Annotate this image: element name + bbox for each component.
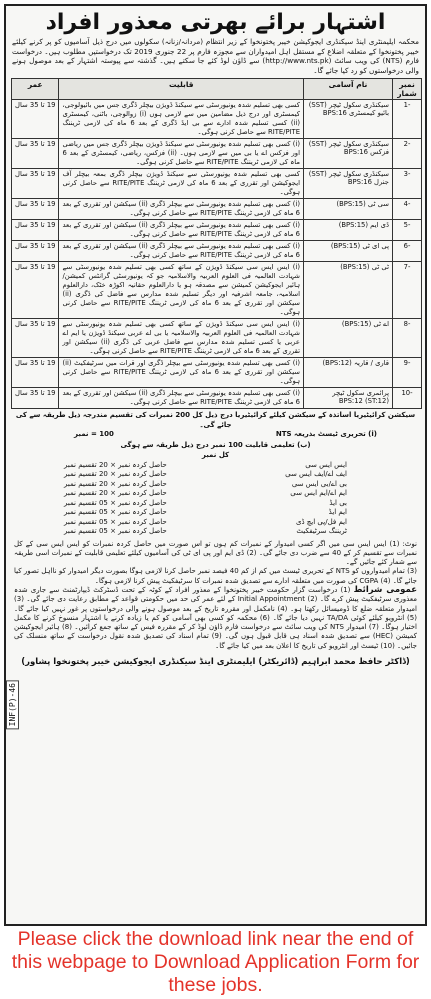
list-item: حاصل کردہ نمبر × 20 تقسیم نمبر [64, 489, 167, 497]
list-item: بی اے/بی ایس سی [291, 479, 347, 488]
side-reference-code: INF(P)-46 [6, 680, 19, 729]
row-sn: -6 [393, 241, 422, 262]
row-post: پرائمری سکول ٹیچر (ST:12) BPS:12 [304, 388, 393, 409]
ad-intro [6, 37, 425, 75]
intro-text: محکمہ ایلیمنٹری اینڈ سیکنڈری ایجوکیشن خیبر پختونخوا کے زیر انتظام (مردانہ/زنانہ) سکولوں میں درج ذیل آسامیوں کو پر کرنے کیلئے خیبر پختونخوا کے متعلقہ اضلاع کے مستقل اہل امیدواران سے مجوزہ فارم پر 22 جنوری 2019 تک درخواستیں مطلوب ہیں۔ درخواست فارم (NTS) کی ویب سائٹ [12, 37, 419, 65]
row-age: 19 تا 35 سال [12, 241, 59, 262]
list-item: ٹریننگ سرٹیفکیٹ [296, 527, 347, 535]
criteria-academic-label: (ب) تعلیمی قابلیت 100 نمبر درج ذیل طریقہ سے ہوگی [120, 440, 311, 449]
intro-tail: سے ڈاؤن لوڈ کئے جا سکتے ہیں۔ گذشتہ سے پیوستہ اشتہار کے بعد موصول ہونے والی درخواستوں کو رد کیا جائے گا۔ [12, 56, 419, 75]
header-sn: نمبر شمار [393, 79, 422, 100]
row-age: 19 تا 35 سال [12, 220, 59, 241]
nts-url: (http://www.nts.pk) [262, 56, 332, 65]
note-paragraph: نوٹ: (1) ایس ایس سی میں اگر کسی امیدوار کے نمبرات کم ہوں تو اس صورت میں حاصل کردہ نمبرات کو ایس ایس سی کے کل نمبرات سے تقسیم کر کے 40 سے ضرب دی جائے گی۔ (2) ڈی ایم اور پی ای ٹی کی آسامیوں کیلئے تعلیمی قابلیت کے نمبرات اسی طریقہ سے شمار کئے جائیں گے۔ [14, 539, 418, 567]
note-paragraph: (3) تمام امیدواروں کو NTS کے تحریری ٹیسٹ میں کم از کم 40 فیصد نمبر حاصل کرنا لازمی ہوگا بصورت دیگر امیدوار کو نااہل تصور کیا جائے گا۔ (4) CGPA کی صورت میں متعلقہ ادارے سے تصدیق شدہ نمبرات کا سرٹیفکیٹ پیش کرنا لازمی ہوگا۔ [14, 567, 417, 585]
list-item: حاصل کردہ نمبر × 05 تقسیم نمبر [64, 527, 167, 535]
row-post: ٹی ٹی (BPS:15) [304, 262, 393, 319]
general-conditions-title: عمومی شرائط [353, 584, 417, 595]
criteria-total-label: کل نمبر [201, 451, 230, 459]
row-sn: -7 [393, 262, 422, 319]
table-row [12, 241, 422, 262]
list-item: ایف اے/ایف ایس سی [285, 470, 347, 478]
criteria-qualifications [285, 461, 347, 537]
row-post: قاری / قاریہ (BPS:12) [304, 358, 393, 388]
criteria-marks [64, 461, 167, 537]
list-item: ایس ایس سی [305, 460, 347, 469]
row-qualification: کسی بھی تسلیم شدہ یونیورسٹی سے سیکنڈ ڈویژن بیچلر ڈگری جس میں بائیولوجی، کیمسٹری اور درج ذیل مضامین میں سے لازمی ہوں (i) زوالوجی، باٹنی، کیمسٹری (ii) کسی تسلیم شدہ ادارے سے بی ایڈ ڈگری کے بعد 6 ماہ کی لازمی ٹریننگ RITE/PITE سے حاصل کرنی ہوگی۔ [59, 100, 304, 139]
table-header-row [12, 79, 422, 100]
list-item: ایم اے/ایم ایس سی [290, 489, 347, 497]
job-advertisement [4, 4, 427, 926]
general-conditions-text: (1) درخواست گزار حکومت خیبر پختونخوا کے معذور افراد کے کوٹہ کے تحت ڈسٹرکٹ ڈیپارٹمنٹ سے جاری شدہ معذوری سرٹیفکیٹ پیش کرے گا۔ (2) Initial Appointment کے لئے عمر کی حد میں حکومتی قواعد کے مطابق رعایت دی جائے گی۔ (3) امیدوار متعلقہ ضلع کا ڈومیسائل رکھتا ہو۔ (4) نامکمل اور مقررہ تاریخ کے بعد موصول ہونے والی درخواستوں پر غور نہیں کیا جائے گا۔ (5) انٹرویو کیلئے کوئی TA/DA نہیں دیا جائے گا۔ (6) محکمہ کو کسی بھی آسامی کو کم یا زیادہ کرنے یا اشتہار منسوخ کرنے کا مکمل اختیار ہوگا۔ (7) امیدوار NTS کی ویب سائٹ سے درخواست فارم ڈاؤن لوڈ کر کے مقررہ فیس کے ساتھ جمع کرائیں۔ (8) ہائیر ایجوکیشن کمیشن (HEC) سے تصدیق شدہ اسناد ہی قابل قبول ہوں گی۔ (9) تمام اسناد کی تصدیق شدہ نقول درخواست کے ساتھ منسلک کی جائیں۔ (10) ٹیسٹ اور انٹرویو کی تاریخ کا اعلان بعد میں کیا جائے گا۔ [14, 585, 418, 650]
download-notice: Please click the download link near the end of this webpage to Download Application Form for these jobs. [11, 928, 420, 996]
general-conditions [14, 586, 417, 651]
row-qualification: (i) کسی بھی تسلیم شدہ یونیورسٹی سے بیچلر ڈگری (ii) سیکشن اور تقرری کے بعد 6 ماہ کی لازمی ٹریننگ RITE/PITE سے حاصل کرنی ہوگی۔ [59, 241, 304, 262]
row-age: 19 تا 35 سال [12, 319, 59, 358]
ad-title: اشتہار برائے بھرتی معذور افراد [45, 10, 386, 35]
list-item: حاصل کردہ نمبر × 20 تقسیم نمبر [64, 460, 167, 469]
row-sn: -5 [393, 220, 422, 241]
header-qualification: قابلیت [59, 79, 304, 100]
header-post: نام آسامی [304, 79, 393, 100]
row-sn: -1 [393, 100, 422, 139]
row-age: 19 تا 35 سال [12, 388, 59, 409]
row-age: 19 تا 35 سال [12, 169, 59, 199]
list-item: بی ایڈ [329, 498, 347, 507]
table-row [12, 169, 422, 199]
row-qualification: کسی بھی تسلیم شدہ یونیورسٹی سے سیکنڈ ڈویژن بیچلر ڈگری بمعہ بیچلر آف ایجوکیشن اور تقرری کے بعد 6 ماہ کی لازمی ٹریننگ RITE/PITE سے حاصل کرنی ہوگی۔ [59, 169, 304, 199]
row-post: سی ٹی (BPS:15) [304, 199, 393, 220]
criteria-test-label: (i) تحریری ٹیسٹ بذریعہ NTS [275, 430, 377, 438]
row-age: 19 تا 35 سال [12, 100, 59, 139]
notes-section [6, 537, 425, 652]
row-post: سیکنڈری سکول ٹیچر (SST) فزکس BPS:16 [304, 139, 393, 169]
criteria-test-row [14, 430, 417, 440]
row-sn: -9 [393, 358, 422, 388]
list-item: حاصل کردہ نمبر × 20 تقسیم نمبر [64, 470, 167, 478]
list-item: حاصل کردہ نمبر × 05 تقسیم نمبر [64, 508, 167, 516]
row-qualification: (i) کسی بھی تسلیم شدہ یونیورسٹی سے بیچلر ڈگری (ii) سیکشن اور تقرری کے بعد 6 ماہ کی لازمی ٹریننگ RITE/PITE سے حاصل کرنی ہوگی۔ [59, 388, 304, 409]
row-qualification: (i) ایس ایس سی سیکنڈ ڈویژن کے ساتھ کسی بھی تسلیم شدہ یونیورسٹی سے شہادت العالمیہ فی العلوم العربیہ والاسلامیہ جو کہ یونیورسٹی گرانٹس کمیشن/ہائیر ایجوکیشن کمیشن سے مصدقہ ہو یا دارالعلوم حقانیہ اکوڑہ خٹک، دارالعلوم اسلامیہ، جامعہ اشرفیہ اور دیگر تسلیم شدہ مدارس سے فاضل کی ڈگری (ii) سیکشن اور تقرری کے بعد 6 ماہ کی لازمی ٹریننگ RITE/PITE سے حاصل کرنی ہوگی۔ [59, 262, 304, 319]
row-qualification: (i) کسی بھی تسلیم شدہ یونیورسٹی سے سیکنڈ ڈویژن بیچلر ڈگری جس میں ریاضی اور فزکس اے یا بی میں سے لازمی ہوں۔ (ii) فزکس، ریاضی، کیمسٹری کے بعد 6 ماہ کی لازمی ٹریننگ RITE/PITE سے حاصل کرنی ہوگی۔ [59, 139, 304, 169]
row-age: 19 تا 35 سال [12, 262, 59, 319]
criteria-title: سیکشن کرائیٹیریا اساتذہ کے سیکشن کیلئے کرائیٹیریا درج ذیل کل 200 نمبرات کی تقسیم مندرجہ ذیل طریقہ سے کی جائے گی۔ [15, 411, 416, 429]
table-row [12, 139, 422, 169]
row-sn: -8 [393, 319, 422, 358]
table-row [12, 319, 422, 358]
row-post: سیکنڈری سکول ٹیچر (SST) بائیو کیمسٹری BPS:16 [304, 100, 393, 139]
table-row [12, 262, 422, 319]
row-age: 19 تا 35 سال [12, 139, 59, 169]
list-item: ایم ایڈ [328, 508, 347, 516]
table-row [12, 199, 422, 220]
table-row [12, 220, 422, 241]
row-post: پی ای ٹی (BPS:15) [304, 241, 393, 262]
jobs-table [11, 78, 422, 409]
director-signature: (ڈاکٹر حافظ محمد ابراہیم (ڈائریکٹر) ایلیمنٹری اینڈ سیکنڈری ایجوکیشن خیبر پختونخوا پشاور) [21, 657, 410, 668]
header-age: عمر [12, 79, 59, 100]
table-row [12, 100, 422, 139]
row-qualification: (i) کسی بھی تسلیم شدہ یونیورسٹی سے بیچلر ڈگری (ii) سیکشن اور تقرری کے بعد 6 ماہ کی لازمی ٹریننگ RITE/PITE سے حاصل کرنی ہوگی۔ [59, 220, 304, 241]
list-item: حاصل کردہ نمبر × 20 تقسیم نمبر [64, 479, 167, 488]
selection-criteria [6, 409, 425, 537]
list-item: ایم فل/پی ایچ ڈی [295, 517, 347, 526]
table-row [12, 388, 422, 409]
criteria-test-marks: 100 = نمبر [74, 430, 114, 438]
row-sn: -2 [393, 139, 422, 169]
row-qualification: (i) کسی بھی تسلیم شدہ یونیورسٹی سے بیچلر ڈگری (ii) سیکشن اور تقرری کے بعد 6 ماہ کی لازمی ٹریننگ RITE/PITE سے حاصل کرنی ہوگی۔ [59, 199, 304, 220]
row-sn: -10 [393, 388, 422, 409]
row-sn: -3 [393, 169, 422, 199]
row-post: ڈی ایم (BPS:15) [304, 220, 393, 241]
criteria-grid [14, 461, 417, 537]
row-age: 19 تا 35 سال [12, 199, 59, 220]
row-qualification: (i) ایس ایس سی سیکنڈ ڈویژن کے ساتھ کسی بھی تسلیم شدہ یونیورسٹی سے شہادت العالمیہ فی العلوم العربیہ والاسلامیہ یا بی اے عربی سیکنڈ ڈویژن یا ایم اے عربی یا کسی تسلیم شدہ مدارس سے فاضل عربی کی ڈگری (ii) سیکشن اور تقرری کے بعد 6 ماہ کی لازمی ٹریننگ RITE/PITE سے حاصل کرنی ہوگی۔ [59, 319, 304, 358]
row-post: سیکنڈری سکول ٹیچر (SST) جنرل BPS:16 [304, 169, 393, 199]
row-sn: -4 [393, 199, 422, 220]
row-qualification: (i) کسی بھی تسلیم شدہ یونیورسٹی سے بیچلر ڈگری اور قرات میں سرٹیفکیٹ (ii) سیکشن اور تقرری کے بعد 6 ماہ کی لازمی ٹریننگ RITE/PITE سے حاصل کرنی ہوگی۔ [59, 358, 304, 388]
table-row [12, 358, 422, 388]
list-item: حاصل کردہ نمبر × 05 تقسیم نمبر [64, 498, 167, 507]
row-post: اے ٹی (BPS:15) [304, 319, 393, 358]
jobs-table-body [12, 100, 422, 409]
row-age: 19 تا 35 سال [12, 358, 59, 388]
list-item: حاصل کردہ نمبر × 05 تقسیم نمبر [64, 517, 167, 526]
